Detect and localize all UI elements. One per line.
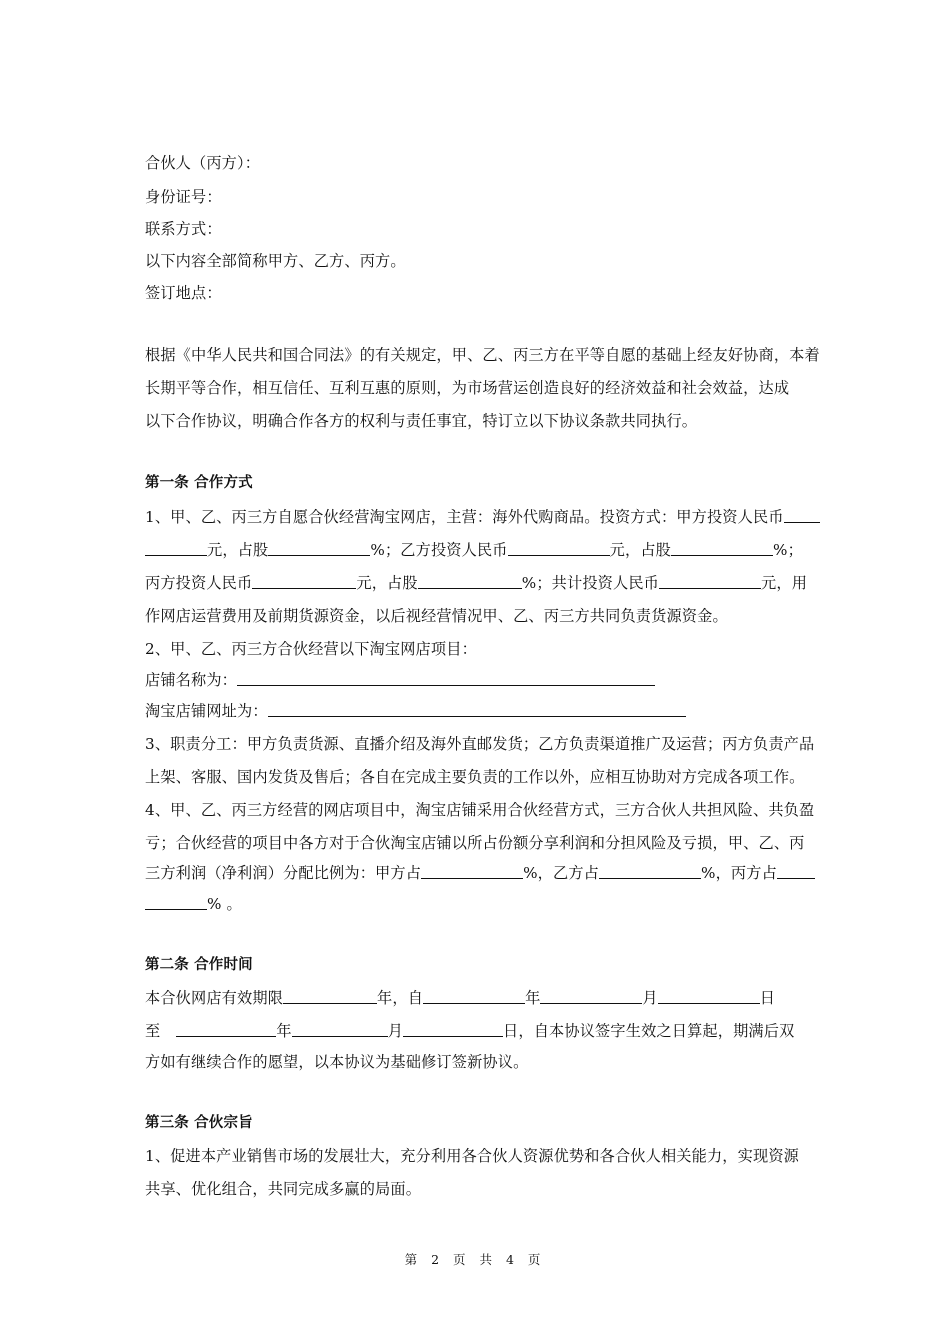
partner-c-label: 合伙人（丙方）： [145, 154, 261, 172]
share-a-blank[interactable] [268, 533, 370, 556]
end-year-blank[interactable] [176, 1014, 276, 1037]
art1-p1-line-4: 作网店运营费用及前期货源资金，以后视经营情况甲、乙、丙三方共同负责货源资金。 [145, 607, 728, 625]
profit-b-blank[interactable] [599, 856, 701, 879]
art1-p4-line-1: 4、甲、乙、丙三方经营的网店项目中，淘宝店铺采用合伙经营方式，三方合伙人共担风险、共负盈 [145, 801, 815, 819]
article-1-title: 第一条 合作方式 [145, 475, 253, 491]
art3-line-2: 共享、优化组合，共同完成多赢的局面。 [145, 1180, 422, 1198]
invest-c-blank[interactable] [252, 566, 356, 589]
abbreviation-note: 以下内容全部简称甲方、乙方、丙方。 [145, 252, 406, 270]
page-number-footer: 第 2 页 共 4 页 [404, 1252, 546, 1267]
intro-line-3: 以下合作协议，明确合作各方的权利与责任事宜，特订立以下协议条款共同执行。 [145, 412, 698, 430]
shop-name-blank[interactable] [237, 663, 655, 686]
id-number-label: 身份证号： [145, 188, 222, 206]
start-month-blank[interactable] [540, 981, 642, 1004]
start-year-blank[interactable] [423, 981, 525, 1004]
profit-c-blank-cont[interactable] [145, 887, 207, 910]
art1-p1-line-2: 元，占股 %；乙方投资人民币 元，占股 %； [145, 533, 803, 567]
intro-line-1: 根据《中华人民共和国合同法》的有关规定，甲、乙、丙三方在平等自愿的基础上经友好协商，本着 [145, 346, 820, 364]
art2-line-3: 方如有继续合作的愿望，以本协议为基础修订签新协议。 [145, 1053, 529, 1071]
art1-p3-line-1: 3、职责分工：甲方负责货源、直播介绍及海外直邮发货；乙方负责渠道推广及运营；丙方负责产品 [145, 735, 815, 753]
article-2-title: 第二条 合作时间 [145, 957, 253, 973]
share-b-blank[interactable] [671, 533, 773, 556]
art1-p2: 2、甲、乙、丙三方合伙经营以下淘宝网店项目： [145, 640, 477, 658]
sign-place-label: 签订地点： [145, 284, 222, 302]
article-3-title: 第三条 合伙宗旨 [145, 1115, 253, 1131]
art1-p4-line-2: 亏；合伙经营的项目中各方对于合伙淘宝店铺以所占份额分享利润和分担风险及亏损，甲、乙、丙 [145, 834, 805, 852]
art2-line-1: 本合伙网店有效期限 年，自 年 月 日 [145, 981, 775, 1015]
profit-a-blank[interactable] [421, 856, 523, 879]
invest-a-blank-cont[interactable] [145, 533, 207, 556]
profit-c-blank[interactable] [777, 856, 815, 879]
contact-label: 联系方式： [145, 220, 222, 238]
shop-name-row: 店铺名称为： [145, 663, 655, 697]
shop-url-blank[interactable] [268, 694, 686, 717]
end-month-blank[interactable] [292, 1014, 388, 1037]
share-c-blank[interactable] [418, 566, 522, 589]
art1-p1-line-3: 丙方投资人民币 元，占股 %；共计投资人民币 元，用 [145, 566, 807, 600]
total-invest-blank[interactable] [659, 566, 761, 589]
art1-p4-line-4: % 。 [145, 887, 242, 921]
intro-line-2: 长期平等合作，相互信任、互利互惠的原则，为市场营运创造良好的经济效益和社会效益，达成 [145, 379, 790, 397]
shop-url-row: 淘宝店铺网址为： [145, 694, 686, 728]
term-years-blank[interactable] [283, 981, 377, 1004]
art1-p1-line-1: 1、甲、乙、丙三方自愿合伙经营淘宝网店，主营：海外代购商品。投资方式：甲方投资人民币 [145, 500, 820, 534]
end-day-blank[interactable] [403, 1014, 503, 1037]
art1-p4-line-3: 三方利润（净利润）分配比例为：甲方占 %，乙方占 %，丙方占 [145, 856, 815, 890]
art2-line-2: 至 年 月 日，自本协议签字生效之日算起，期满后双 [145, 1014, 794, 1048]
art3-line-1: 1、促进本产业销售市场的发展壮大，充分利用各合伙人资源优势和各合伙人相关能力，实现资源 [145, 1147, 799, 1165]
start-day-blank[interactable] [658, 981, 760, 1004]
art1-p3-line-2: 上架、客服、国内发货及售后；各自在完成主要负责的工作以外，应相互协助对方完成各项工作。 [145, 768, 805, 786]
invest-b-blank[interactable] [508, 533, 610, 556]
invest-a-blank[interactable] [784, 500, 820, 523]
